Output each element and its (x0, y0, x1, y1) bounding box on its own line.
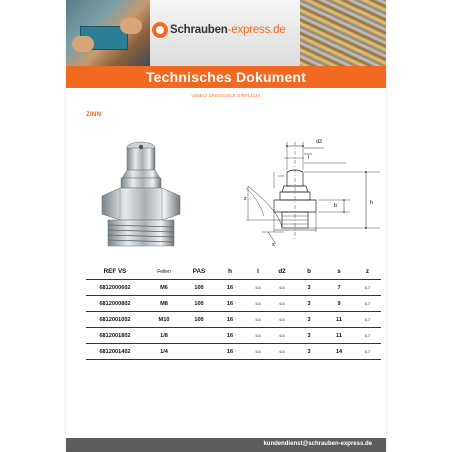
cell-s: 9 (324, 296, 354, 312)
hand-image (72, 36, 94, 52)
cell-pas: 100 (184, 280, 214, 296)
support-email-link[interactable]: kundendienst@schrauben-express.de (263, 441, 372, 447)
cell-h: 16 (214, 296, 246, 312)
table-row (86, 328, 381, 344)
brand-area (150, 0, 300, 66)
column-header-s: s (324, 264, 354, 280)
cell-d2: 6,5 (270, 296, 294, 312)
cell-z: 0,7 (354, 296, 381, 312)
table-row (86, 280, 381, 296)
cell-thread: 1/8 (144, 328, 184, 344)
cell-ref: 6812001802 (86, 328, 144, 344)
cell-z: 0,7 (354, 312, 381, 328)
cell-l: 5,5 (246, 296, 270, 312)
column-header-h: h (214, 264, 246, 280)
dim-label-b: b (334, 203, 338, 209)
brand-name: Schrauben-express.de (170, 24, 286, 36)
column-header-pas: PAS (184, 264, 214, 280)
cell-b: 3 (294, 280, 324, 296)
column-header-b: b (294, 264, 324, 280)
document-subtitle: VS6812 DRESSUELE DIN71412A (191, 93, 261, 98)
spec-table (86, 264, 381, 360)
cell-b: 3 (294, 344, 324, 360)
cell-d2: 6,5 (270, 312, 294, 328)
header-photo-screws (300, 0, 386, 66)
header-banner (66, 0, 386, 66)
cell-l: 5,5 (246, 280, 270, 296)
table-header-row (86, 264, 381, 280)
hand-image (120, 18, 142, 34)
cell-h: 16 (214, 328, 246, 344)
cell-z: 0,7 (354, 344, 381, 360)
column-header-ref: REF VS (86, 264, 144, 280)
column-header-l: l (246, 264, 270, 280)
cell-s: 14 (324, 344, 354, 360)
cell-ref: 6812001002 (86, 312, 144, 328)
column-header-feilen: Feilen (144, 264, 184, 280)
cell-pas (184, 344, 214, 360)
cell-ref: 6812001402 (86, 344, 144, 360)
cell-d2: 6,5 (270, 280, 294, 296)
cell-h: 16 (214, 344, 246, 360)
brand-suffix: -express.de (227, 24, 286, 36)
header-photo-workshop (66, 0, 150, 66)
cell-b: 3 (294, 328, 324, 344)
cell-b: 3 (294, 296, 324, 312)
cell-thread: M10 (144, 312, 184, 328)
cell-b: 3 (294, 312, 324, 328)
cell-l: 5,5 (246, 344, 270, 360)
cell-pas: 100 (184, 296, 214, 312)
cell-d2: 6,5 (270, 328, 294, 344)
dim-label-s: s (272, 242, 275, 248)
cell-thread: 1/4 (144, 344, 184, 360)
footer-bar (66, 438, 386, 452)
cell-thread: M6 (144, 280, 184, 296)
technical-drawing (204, 128, 380, 250)
table-row (86, 312, 381, 328)
cell-d2: 6,5 (270, 344, 294, 360)
cell-pas: 100 (184, 312, 214, 328)
cell-ref: 6812000802 (86, 296, 144, 312)
cell-z: 0,7 (354, 328, 381, 344)
cell-z: 0,7 (354, 280, 381, 296)
material-label: ZINN (86, 111, 102, 118)
column-header-d2: d2 (270, 264, 294, 280)
cell-l: 5,5 (246, 312, 270, 328)
cell-s: 11 (324, 328, 354, 344)
cell-ref: 6812000602 (86, 280, 144, 296)
page-title: Technisches Dokument (145, 69, 307, 85)
cell-pas (184, 328, 214, 344)
brand-logo-icon (152, 22, 168, 38)
dim-label-l: l (308, 155, 310, 161)
dim-label-z: z (244, 196, 247, 202)
title-bar (66, 66, 386, 88)
cell-h: 16 (214, 312, 246, 328)
dim-label-h: h (370, 200, 374, 206)
grease-nipple-photo (86, 130, 196, 250)
cell-s: 7 (324, 280, 354, 296)
column-header-z: z (354, 264, 381, 280)
dim-label-d2: d2 (316, 139, 323, 145)
table-row (86, 296, 381, 312)
cell-h: 16 (214, 280, 246, 296)
cell-s: 11 (324, 312, 354, 328)
cell-thread: M8 (144, 296, 184, 312)
table-row (86, 344, 381, 360)
cell-l: 5,5 (246, 328, 270, 344)
document-page (66, 0, 386, 452)
